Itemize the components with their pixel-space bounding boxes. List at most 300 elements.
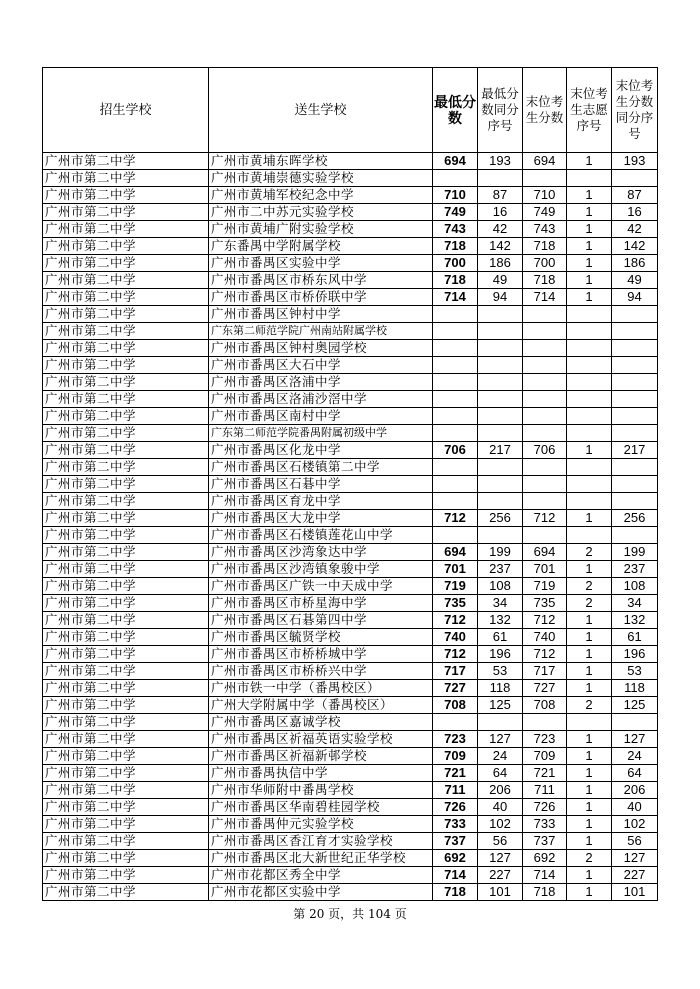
recruit-school-cell: 广州市第二中学 xyxy=(43,646,209,663)
last-choice-cell xyxy=(567,391,612,408)
send-school-cell: 广州市华师附中番禺学校 xyxy=(209,782,433,799)
last-choice-cell: 1 xyxy=(567,663,612,680)
send-school-cell: 广州市番禺区钟村中学 xyxy=(209,306,433,323)
last-score-cell xyxy=(523,306,567,323)
last-same-rank-cell: 87 xyxy=(612,187,658,204)
last-choice-cell: 1 xyxy=(567,748,612,765)
min-score-cell: 712 xyxy=(433,612,478,629)
min-same-rank-cell xyxy=(478,340,523,357)
min-score-cell xyxy=(433,527,478,544)
table-row xyxy=(43,612,658,629)
last-choice-cell xyxy=(567,357,612,374)
last-same-rank-cell: 64 xyxy=(612,765,658,782)
table-row xyxy=(43,884,658,901)
last-choice-cell: 1 xyxy=(567,612,612,629)
min-same-rank-cell: 227 xyxy=(478,867,523,884)
min-same-rank-cell: 101 xyxy=(478,884,523,901)
send-school-cell: 广州市番禺区市桥东风中学 xyxy=(209,272,433,289)
last-score-cell xyxy=(523,493,567,510)
min-same-rank-cell: 24 xyxy=(478,748,523,765)
send-school-cell: 广州市番禺区祈福英语实验学校 xyxy=(209,731,433,748)
min-score-cell xyxy=(433,425,478,442)
recruit-school-cell: 广州市第二中学 xyxy=(43,306,209,323)
table-row xyxy=(43,221,658,238)
min-same-rank-cell xyxy=(478,306,523,323)
header-min-score: 最低分数 xyxy=(433,68,478,153)
last-score-cell: 712 xyxy=(523,646,567,663)
min-same-rank-cell: 118 xyxy=(478,680,523,697)
min-same-rank-cell: 53 xyxy=(478,663,523,680)
last-score-cell: 743 xyxy=(523,221,567,238)
table-row xyxy=(43,714,658,731)
last-same-rank-cell xyxy=(612,306,658,323)
last-choice-cell: 1 xyxy=(567,731,612,748)
recruit-school-cell: 广州市第二中学 xyxy=(43,697,209,714)
last-score-cell: 719 xyxy=(523,578,567,595)
send-school-cell: 广州市黄埔军校纪念中学 xyxy=(209,187,433,204)
send-school-cell: 广州市番禺区大石中学 xyxy=(209,357,433,374)
last-score-cell xyxy=(523,459,567,476)
min-same-rank-cell xyxy=(478,527,523,544)
table-row xyxy=(43,765,658,782)
send-school-cell: 广州市番禺区洛浦沙滘中学 xyxy=(209,391,433,408)
last-choice-cell xyxy=(567,374,612,391)
last-choice-cell xyxy=(567,323,612,340)
min-score-cell: 709 xyxy=(433,748,478,765)
min-same-rank-cell: 142 xyxy=(478,238,523,255)
last-choice-cell: 1 xyxy=(567,255,612,272)
recruit-school-cell: 广州市第二中学 xyxy=(43,255,209,272)
table-row xyxy=(43,629,658,646)
recruit-school-cell: 广州市第二中学 xyxy=(43,391,209,408)
table-row xyxy=(43,527,658,544)
min-same-rank-cell xyxy=(478,476,523,493)
min-score-cell: 717 xyxy=(433,663,478,680)
table-row xyxy=(43,272,658,289)
recruit-school-cell: 广州市第二中学 xyxy=(43,799,209,816)
recruit-school-cell: 广州市第二中学 xyxy=(43,816,209,833)
last-score-cell: 712 xyxy=(523,612,567,629)
last-same-rank-cell: 40 xyxy=(612,799,658,816)
min-same-rank-cell: 102 xyxy=(478,816,523,833)
min-same-rank-cell: 108 xyxy=(478,578,523,595)
min-same-rank-cell xyxy=(478,323,523,340)
table-row xyxy=(43,391,658,408)
send-school-cell: 广州市番禺执信中学 xyxy=(209,765,433,782)
min-score-cell: 706 xyxy=(433,442,478,459)
last-same-rank-cell: 16 xyxy=(612,204,658,221)
min-same-rank-cell: 256 xyxy=(478,510,523,527)
last-score-cell: 711 xyxy=(523,782,567,799)
min-same-rank-cell: 132 xyxy=(478,612,523,629)
last-choice-cell xyxy=(567,340,612,357)
last-choice-cell: 1 xyxy=(567,867,612,884)
last-same-rank-cell: 237 xyxy=(612,561,658,578)
last-same-rank-cell: 199 xyxy=(612,544,658,561)
min-score-cell xyxy=(433,170,478,187)
min-same-rank-cell: 34 xyxy=(478,595,523,612)
last-score-cell: 735 xyxy=(523,595,567,612)
send-school-cell: 广州市番禺区石楼镇莲花山中学 xyxy=(209,527,433,544)
last-score-cell: 712 xyxy=(523,510,567,527)
recruit-school-cell: 广州市第二中学 xyxy=(43,357,209,374)
table-row xyxy=(43,187,658,204)
header-last-same-rank: 末位考生分数同分序号 xyxy=(612,68,658,153)
min-score-cell xyxy=(433,340,478,357)
min-score-cell xyxy=(433,408,478,425)
last-same-rank-cell: 256 xyxy=(612,510,658,527)
recruit-school-cell: 广州市第二中学 xyxy=(43,442,209,459)
recruit-school-cell: 广州市第二中学 xyxy=(43,884,209,901)
min-score-cell: 718 xyxy=(433,238,478,255)
last-same-rank-cell: 118 xyxy=(612,680,658,697)
last-same-rank-cell: 49 xyxy=(612,272,658,289)
min-score-cell xyxy=(433,357,478,374)
min-same-rank-cell: 217 xyxy=(478,442,523,459)
last-choice-cell: 1 xyxy=(567,782,612,799)
recruit-school-cell: 广州市第二中学 xyxy=(43,748,209,765)
min-score-cell xyxy=(433,374,478,391)
table-row xyxy=(43,408,658,425)
min-score-cell xyxy=(433,323,478,340)
table-row xyxy=(43,595,658,612)
last-same-rank-cell xyxy=(612,374,658,391)
header-last-score: 末位考生分数 xyxy=(523,68,567,153)
table-row xyxy=(43,833,658,850)
recruit-school-cell: 广州市第二中学 xyxy=(43,629,209,646)
min-same-rank-cell: 49 xyxy=(478,272,523,289)
last-score-cell: 710 xyxy=(523,187,567,204)
last-same-rank-cell: 132 xyxy=(612,612,658,629)
last-score-cell: 749 xyxy=(523,204,567,221)
send-school-cell: 广州市黄埔东晖学校 xyxy=(209,153,433,170)
last-choice-cell xyxy=(567,476,612,493)
header-recruit-school: 招生学校 xyxy=(43,68,209,153)
min-score-cell: 726 xyxy=(433,799,478,816)
min-score-cell: 721 xyxy=(433,765,478,782)
last-score-cell: 708 xyxy=(523,697,567,714)
min-same-rank-cell xyxy=(478,493,523,510)
last-same-rank-cell: 101 xyxy=(612,884,658,901)
min-score-cell xyxy=(433,493,478,510)
last-score-cell: 692 xyxy=(523,850,567,867)
last-score-cell xyxy=(523,357,567,374)
last-choice-cell xyxy=(567,425,612,442)
last-choice-cell: 1 xyxy=(567,833,612,850)
recruit-school-cell: 广州市第二中学 xyxy=(43,340,209,357)
recruit-school-cell: 广州市第二中学 xyxy=(43,765,209,782)
last-score-cell xyxy=(523,714,567,731)
last-same-rank-cell: 127 xyxy=(612,731,658,748)
send-school-cell: 广州市番禺区香江育才实验学校 xyxy=(209,833,433,850)
min-score-cell: 712 xyxy=(433,510,478,527)
last-choice-cell xyxy=(567,170,612,187)
min-same-rank-cell xyxy=(478,459,523,476)
send-school-cell: 广州市番禺区石楼镇第二中学 xyxy=(209,459,433,476)
recruit-school-cell: 广州市第二中学 xyxy=(43,680,209,697)
last-same-rank-cell: 217 xyxy=(612,442,658,459)
min-score-cell: 708 xyxy=(433,697,478,714)
last-choice-cell: 1 xyxy=(567,289,612,306)
last-choice-cell: 1 xyxy=(567,884,612,901)
send-school-cell: 广州市番禺区沙湾镇象骏中学 xyxy=(209,561,433,578)
recruit-school-cell: 广州市第二中学 xyxy=(43,782,209,799)
recruit-school-cell: 广州市第二中学 xyxy=(43,578,209,595)
admission-score-table xyxy=(42,67,658,901)
last-same-rank-cell: 196 xyxy=(612,646,658,663)
recruit-school-cell: 广州市第二中学 xyxy=(43,561,209,578)
table-row xyxy=(43,646,658,663)
last-score-cell: 733 xyxy=(523,816,567,833)
last-same-rank-cell xyxy=(612,357,658,374)
table-row xyxy=(43,867,658,884)
table-row xyxy=(43,799,658,816)
last-choice-cell xyxy=(567,306,612,323)
last-same-rank-cell: 102 xyxy=(612,816,658,833)
last-choice-cell: 1 xyxy=(567,765,612,782)
table-row xyxy=(43,578,658,595)
min-score-cell xyxy=(433,714,478,731)
table-row xyxy=(43,170,658,187)
table-row xyxy=(43,476,658,493)
min-same-rank-cell: 199 xyxy=(478,544,523,561)
min-score-cell: 718 xyxy=(433,272,478,289)
last-score-cell xyxy=(523,476,567,493)
recruit-school-cell: 广州市第二中学 xyxy=(43,714,209,731)
recruit-school-cell: 广州市第二中学 xyxy=(43,867,209,884)
send-school-cell: 广州市番禺区华南碧桂园学校 xyxy=(209,799,433,816)
recruit-school-cell: 广州市第二中学 xyxy=(43,425,209,442)
min-same-rank-cell: 186 xyxy=(478,255,523,272)
send-school-cell: 广州市番禺区市桥桥城中学 xyxy=(209,646,433,663)
last-same-rank-cell xyxy=(612,527,658,544)
last-choice-cell: 2 xyxy=(567,578,612,595)
recruit-school-cell: 广州市第二中学 xyxy=(43,238,209,255)
last-score-cell xyxy=(523,170,567,187)
min-score-cell: 719 xyxy=(433,578,478,595)
table-row xyxy=(43,425,658,442)
last-score-cell xyxy=(523,323,567,340)
recruit-school-cell: 广州市第二中学 xyxy=(43,170,209,187)
table-row xyxy=(43,663,658,680)
min-same-rank-cell: 193 xyxy=(478,153,523,170)
last-score-cell: 706 xyxy=(523,442,567,459)
last-same-rank-cell: 193 xyxy=(612,153,658,170)
min-same-rank-cell: 61 xyxy=(478,629,523,646)
send-school-cell: 广州市番禺区沙湾象达中学 xyxy=(209,544,433,561)
min-score-cell: 733 xyxy=(433,816,478,833)
min-same-rank-cell: 16 xyxy=(478,204,523,221)
min-same-rank-cell: 87 xyxy=(478,187,523,204)
min-score-cell: 718 xyxy=(433,884,478,901)
min-same-rank-cell: 40 xyxy=(478,799,523,816)
send-school-cell: 广州市番禺区洛浦中学 xyxy=(209,374,433,391)
last-score-cell xyxy=(523,527,567,544)
last-choice-cell: 2 xyxy=(567,850,612,867)
min-score-cell xyxy=(433,391,478,408)
last-choice-cell xyxy=(567,459,612,476)
recruit-school-cell: 广州市第二中学 xyxy=(43,731,209,748)
last-choice-cell: 1 xyxy=(567,204,612,221)
recruit-school-cell: 广州市第二中学 xyxy=(43,493,209,510)
recruit-school-cell: 广州市第二中学 xyxy=(43,476,209,493)
send-school-cell: 广州市二中苏元实验学校 xyxy=(209,204,433,221)
table-row xyxy=(43,544,658,561)
recruit-school-cell: 广州市第二中学 xyxy=(43,323,209,340)
last-score-cell: 737 xyxy=(523,833,567,850)
recruit-school-cell: 广州市第二中学 xyxy=(43,663,209,680)
last-score-cell xyxy=(523,425,567,442)
min-score-cell xyxy=(433,459,478,476)
send-school-cell: 广州市花都区实验中学 xyxy=(209,884,433,901)
table-row xyxy=(43,561,658,578)
table-row xyxy=(43,204,658,221)
table-row xyxy=(43,357,658,374)
min-score-cell xyxy=(433,306,478,323)
recruit-school-cell: 广州市第二中学 xyxy=(43,527,209,544)
min-score-cell: 701 xyxy=(433,561,478,578)
min-score-cell: 700 xyxy=(433,255,478,272)
min-score-cell: 694 xyxy=(433,153,478,170)
table-row xyxy=(43,153,658,170)
last-choice-cell: 1 xyxy=(567,799,612,816)
last-score-cell: 726 xyxy=(523,799,567,816)
table-row xyxy=(43,782,658,799)
last-choice-cell: 2 xyxy=(567,697,612,714)
min-score-cell: 711 xyxy=(433,782,478,799)
min-score-cell xyxy=(433,476,478,493)
send-school-cell: 广东第二师范学院广州南站附属学校 xyxy=(209,323,433,340)
last-choice-cell: 1 xyxy=(567,153,612,170)
send-school-cell: 广州大学附属中学（番禺校区） xyxy=(209,697,433,714)
min-same-rank-cell: 64 xyxy=(478,765,523,782)
last-same-rank-cell: 94 xyxy=(612,289,658,306)
recruit-school-cell: 广州市第二中学 xyxy=(43,374,209,391)
recruit-school-cell: 广州市第二中学 xyxy=(43,289,209,306)
min-same-rank-cell xyxy=(478,408,523,425)
last-same-rank-cell: 125 xyxy=(612,697,658,714)
last-score-cell: 721 xyxy=(523,765,567,782)
send-school-cell: 广州市花都区秀全中学 xyxy=(209,867,433,884)
table-row xyxy=(43,340,658,357)
last-score-cell: 714 xyxy=(523,867,567,884)
last-same-rank-cell xyxy=(612,408,658,425)
last-choice-cell xyxy=(567,408,612,425)
table-row xyxy=(43,374,658,391)
min-score-cell: 714 xyxy=(433,289,478,306)
last-choice-cell: 1 xyxy=(567,187,612,204)
table-row xyxy=(43,255,658,272)
header-min-same-rank: 最低分数同分序号 xyxy=(478,68,523,153)
last-same-rank-cell xyxy=(612,323,658,340)
recruit-school-cell: 广州市第二中学 xyxy=(43,612,209,629)
last-choice-cell: 2 xyxy=(567,595,612,612)
send-school-cell: 广东番禺中学附属学校 xyxy=(209,238,433,255)
recruit-school-cell: 广州市第二中学 xyxy=(43,833,209,850)
recruit-school-cell: 广州市第二中学 xyxy=(43,272,209,289)
recruit-school-cell: 广州市第二中学 xyxy=(43,850,209,867)
last-choice-cell: 1 xyxy=(567,646,612,663)
send-school-cell: 广东第二师范学院番禺附属初级中学 xyxy=(209,425,433,442)
last-choice-cell: 1 xyxy=(567,221,612,238)
min-score-cell: 714 xyxy=(433,867,478,884)
min-score-cell: 749 xyxy=(433,204,478,221)
last-same-rank-cell: 127 xyxy=(612,850,658,867)
header-send-school: 送生学校 xyxy=(209,68,433,153)
last-choice-cell: 1 xyxy=(567,629,612,646)
send-school-cell: 广州市番禺区育龙中学 xyxy=(209,493,433,510)
min-same-rank-cell xyxy=(478,425,523,442)
last-choice-cell xyxy=(567,527,612,544)
recruit-school-cell: 广州市第二中学 xyxy=(43,204,209,221)
last-score-cell: 718 xyxy=(523,238,567,255)
last-same-rank-cell xyxy=(612,493,658,510)
send-school-cell: 广州市番禺区南村中学 xyxy=(209,408,433,425)
page-number: 第 20 页，共 104 页 xyxy=(293,907,407,921)
last-choice-cell: 1 xyxy=(567,442,612,459)
table-row xyxy=(43,748,658,765)
table-row xyxy=(43,238,658,255)
recruit-school-cell: 广州市第二中学 xyxy=(43,595,209,612)
last-choice-cell: 1 xyxy=(567,816,612,833)
last-same-rank-cell: 56 xyxy=(612,833,658,850)
recruit-school-cell: 广州市第二中学 xyxy=(43,459,209,476)
last-same-rank-cell xyxy=(612,459,658,476)
send-school-cell: 广州市番禺区嘉诚学校 xyxy=(209,714,433,731)
table-row xyxy=(43,442,658,459)
min-score-cell: 723 xyxy=(433,731,478,748)
min-same-rank-cell: 127 xyxy=(478,850,523,867)
min-same-rank-cell xyxy=(478,391,523,408)
send-school-cell: 广州市番禺仲元实验学校 xyxy=(209,816,433,833)
send-school-cell: 广州市番禺区石碁中学 xyxy=(209,476,433,493)
min-score-cell: 692 xyxy=(433,850,478,867)
send-school-cell: 广州市番禺区市桥侨联中学 xyxy=(209,289,433,306)
last-choice-cell: 1 xyxy=(567,272,612,289)
min-score-cell: 743 xyxy=(433,221,478,238)
table-row xyxy=(43,289,658,306)
table-header-row xyxy=(43,68,658,153)
send-school-cell: 广州市黄埔广附实验学校 xyxy=(209,221,433,238)
send-school-cell: 广州市黄埔崇德实验学校 xyxy=(209,170,433,187)
min-score-cell: 735 xyxy=(433,595,478,612)
last-same-rank-cell: 227 xyxy=(612,867,658,884)
min-score-cell: 737 xyxy=(433,833,478,850)
table-row xyxy=(43,306,658,323)
recruit-school-cell: 广州市第二中学 xyxy=(43,153,209,170)
last-choice-cell: 1 xyxy=(567,510,612,527)
last-same-rank-cell: 61 xyxy=(612,629,658,646)
last-score-cell: 701 xyxy=(523,561,567,578)
min-same-rank-cell xyxy=(478,170,523,187)
last-score-cell: 709 xyxy=(523,748,567,765)
last-score-cell: 717 xyxy=(523,663,567,680)
table-row xyxy=(43,816,658,833)
last-score-cell xyxy=(523,374,567,391)
send-school-cell: 广州市番禺区钟村奥园学校 xyxy=(209,340,433,357)
table-row xyxy=(43,850,658,867)
last-score-cell: 718 xyxy=(523,884,567,901)
last-score-cell: 718 xyxy=(523,272,567,289)
send-school-cell: 广州市番禺区市桥星海中学 xyxy=(209,595,433,612)
last-choice-cell: 1 xyxy=(567,561,612,578)
send-school-cell: 广州市番禺区大龙中学 xyxy=(209,510,433,527)
send-school-cell: 广州市番禺区化龙中学 xyxy=(209,442,433,459)
last-score-cell: 694 xyxy=(523,153,567,170)
last-score-cell xyxy=(523,408,567,425)
table-body xyxy=(43,153,658,901)
last-score-cell: 694 xyxy=(523,544,567,561)
